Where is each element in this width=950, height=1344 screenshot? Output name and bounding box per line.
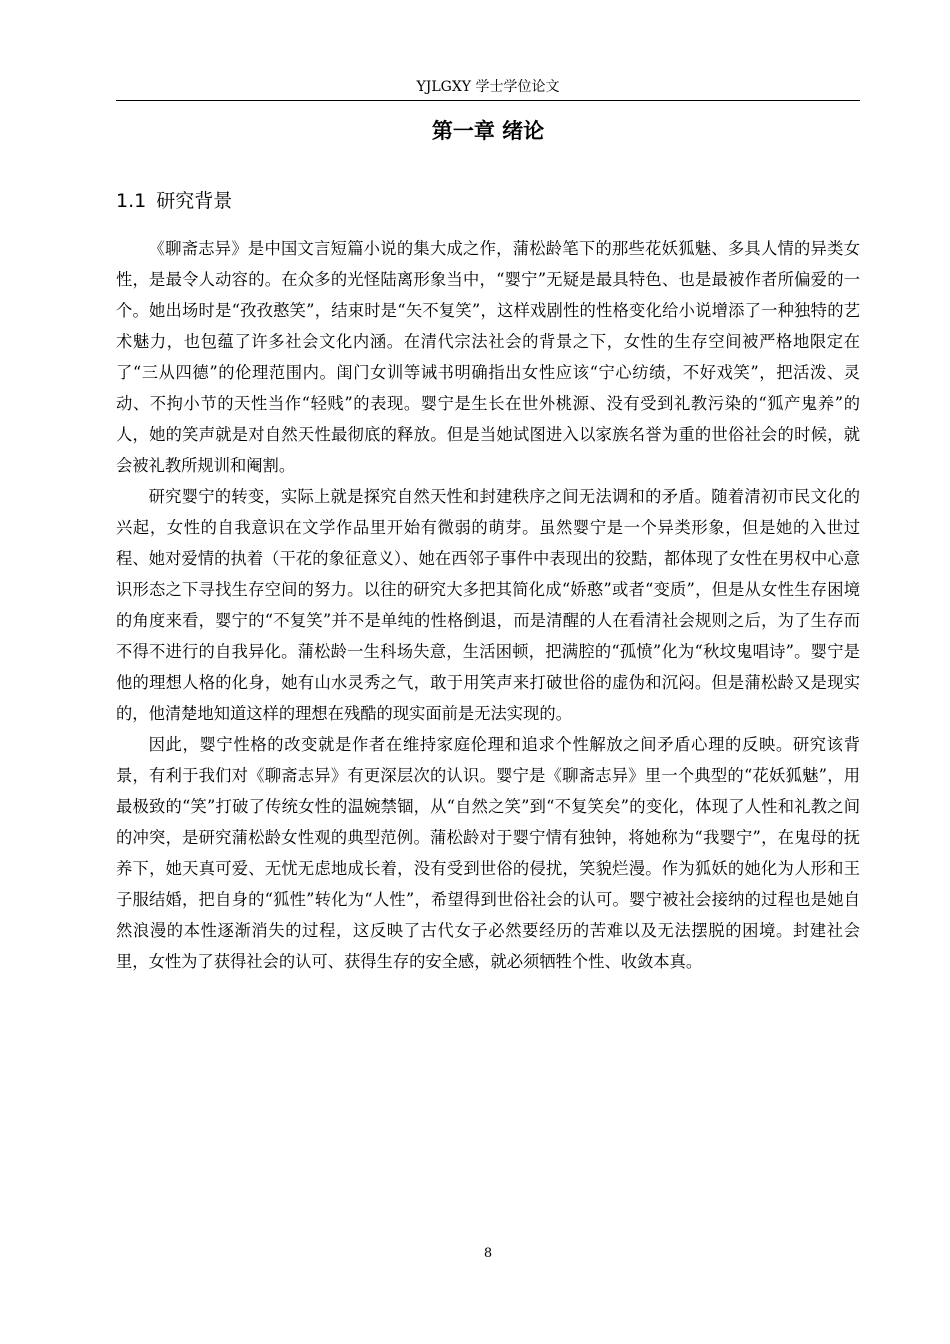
paragraph-2: 研究婴宁的转变，实际上就是探究自然天性和封建秩序之间无法调和的矛盾。随着清初市民文化的兴起，女性的自我意识在文学作品里开始有微弱的萌芽。虽然婴宁是一个异类形象，但是她的入世过程、她对爱情的执着（干花的象征意义）、她在西邻子事件中表现出的狡黠，都体现了女性在男权中心意识形态之下寻找生存空间的努力。以往的研究大多把其简化成“娇憨”或者“变质”，但是从女性生存困境的角度来看，婴宁的“不复笑”并不是单纯的性格倒退，而是清醒的人在看清社会规则之后，为了生存而不得不进行的自我异化。蒲松龄一生科场失意，生活困顿，把满腔的“孤愤”化为“秋坟鬼唱诗”。婴宁是他的理想人格的化身，她有山水灵秀之气，敢于用笑声来打破世俗的虚伪和沉闷。但是蒲松龄又是现实的，他清楚地知道这样的理想在残酷的现实面前是无法实现的。 [116, 487, 860, 723]
section-number: 1.1 [116, 190, 147, 212]
section-title: 研究背景 [156, 190, 233, 212]
chapter-title: 第一章 绪论 [431, 119, 545, 143]
paragraph-1: 《聊斋志异》是中国文言短篇小说的集大成之作，蒲松龄笔下的那些花妖狐魅、多具人情的异类女性，是最令人动容的。在众多的光怪陆离形象当中，“婴宁”无疑是最具特色、也是最被作者所偏爱的一个。她出场时是“孜孜憨笑”，结束时是“矢不复笑”，这样戏剧性的性格变化给小说增添了一种独特的艺术魅力，也包蕴了许多社会文化内涵。在清代宗法社会的背景之下，女性的生存空间被严格地限定在了“三从四德”的伦理范围内。闺门女训等诫书明确指出女性应该“宁心纺绩，不好戏笑”，把活泼、灵动、不拘小节的天性当作“轻贱”的表现。婴宁是生长在世外桃源、没有受到礼教污染的“狐产鬼养”的人，她的笑声就是对自然天性最彻底的释放。但是当她试图进入以家族名誉为重的世俗社会的时候，就会被礼教所规训和阉割。 [116, 239, 860, 475]
running-header: YJLGXY 学士学位论文 [416, 79, 560, 95]
section-heading [116, 187, 860, 215]
body-text [116, 233, 860, 977]
header-rule [116, 100, 860, 101]
page-number: 8 [483, 1246, 493, 1261]
paragraph-3: 因此，婴宁性格的改变就是作者在维持家庭伦理和追求个性解放之间矛盾心理的反映。研究该背景，有利于我们对《聊斋志异》有更深层次的认识。婴宁是《聊斋志异》里一个典型的“花妖狐魅”，用最极致的“笑”打破了传统女性的温婉禁锢，从“自然之笑”到“不复笑矣”的变化，体现了人性和礼教之间的冲突，是研究蒲松龄女性观的典型范例。蒲松龄对于婴宁情有独钟，将她称为“我婴宁”，在鬼母的抚养下，她天真可爱、无忧无虑地成长着，没有受到世俗的侵扰，笑貌烂漫。作为狐妖的她化为人形和王子服结婚，把自身的“狐性”转化为“人性”，希望得到世俗社会的认可。婴宁被社会接纳的过程也是她自然浪漫的本性逐渐消失的过程，这反映了古代女子必然要经历的苦难以及无法摆脱的困境。封建社会里，女性为了获得社会的认可、获得生存的安全感，就必须牺牲个性、收敛本真。 [116, 735, 860, 971]
